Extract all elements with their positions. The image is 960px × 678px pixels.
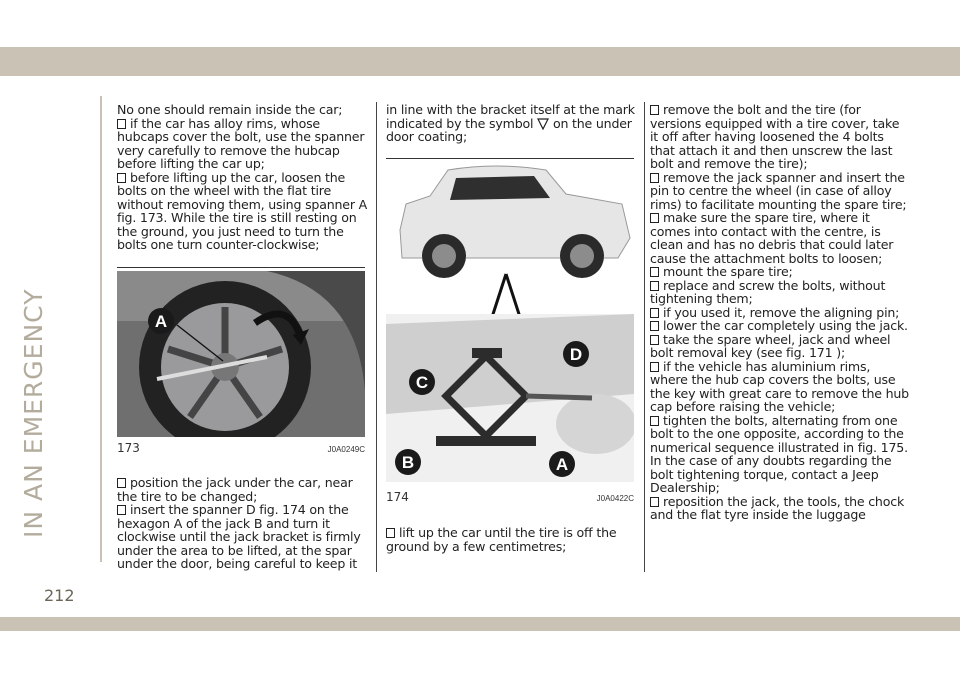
- text-column-3: [650, 103, 910, 522]
- checkbox-bullet-icon: [386, 528, 395, 538]
- checkbox-bullet-icon: [650, 416, 659, 426]
- list-item: reposition the jack, the tools, the chock and the flat tyre inside the luggage: [650, 493, 905, 522]
- callout-label-a: A: [555, 455, 569, 474]
- list-item: if the vehicle has aluminium rims, where the hub cap covers the bolts, use the key with great care to remove the hub cap before raising the vehicle;: [650, 358, 909, 414]
- list-item: position the jack under the car, near the tire to be changed;: [117, 475, 353, 504]
- checkbox-bullet-icon: [650, 497, 659, 507]
- checkbox-bullet-icon: [650, 267, 659, 277]
- checkbox-bullet-icon: [650, 213, 659, 223]
- callout-label-d: D: [569, 345, 583, 364]
- list-item: lower the car completely using the jack.: [650, 319, 910, 333]
- checkbox-bullet-icon: [117, 478, 126, 488]
- section-title: IN AN EMERGENCY: [19, 288, 48, 538]
- column-separator: [644, 102, 645, 572]
- figure-number: 174: [386, 490, 409, 504]
- list-item: if you used it, remove the aligning pin;: [650, 306, 910, 320]
- wheel-spanner-illustration: [117, 271, 365, 437]
- list-item: make sure the spare tire, where it comes into contact with the centre, is clean and has no debris that could later cause the attachment bolts to loosen;: [650, 210, 894, 266]
- text-column-1: [117, 103, 369, 252]
- checkbox-bullet-icon: [117, 173, 126, 183]
- checkbox-bullet-icon: [650, 308, 659, 318]
- list-item: lift up the car until the tire is off the ground by a few centimetres;: [386, 525, 617, 554]
- margin-rule: [100, 96, 102, 562]
- text-column-2: [386, 103, 638, 144]
- bottom-strip: [0, 631, 960, 678]
- callout-label-c: C: [415, 373, 429, 392]
- bottom-color-bar: [0, 617, 960, 631]
- checkbox-bullet-icon: [650, 105, 659, 115]
- list-item: mount the spare tire;: [650, 265, 910, 279]
- figure-174: [386, 158, 634, 504]
- list-item: replace and screw the bolts, without tightening them;: [650, 277, 886, 306]
- list-item: tighten the bolts, alternating from one bolt to the one opposite, according to the numerical sequence illustrated in fig. 175. In the case of any doubts regarding the bolt tightening torque, contact a Jeep Dealership;: [650, 412, 908, 495]
- text-column-2-continued: [386, 526, 638, 553]
- column-separator: [376, 102, 377, 572]
- checkbox-bullet-icon: [117, 119, 126, 129]
- paragraph-continued: in line with the bracket itself at the mark indicated by the symbol on the under door coating;: [386, 102, 635, 144]
- list-item: if the car has alloy rims, whose hubcaps cover the bolt, use the spanner very carefully to remove the hubcap before lifting the car up;: [117, 115, 365, 171]
- page-number: 212: [44, 586, 75, 605]
- list-item: remove the jack spanner and insert the pin to centre the wheel (in case of alloy rims) to facilitate mounting the spare tire;: [650, 169, 907, 212]
- figure-code: J0A0249C: [327, 445, 365, 454]
- figure-rule: [386, 158, 634, 159]
- list-item: before lifting up the car, loosen the bolts on the wheel with the flat tire without removing them, using spanner A fig. 173. While the tire is still resting on the ground, you just need to turn the bolts one turn counter-clockwise;: [117, 169, 368, 252]
- figure-rule: [117, 267, 365, 268]
- list-item: take the spare wheel, jack and wheel bolt removal key (see fig. 171 );: [650, 331, 891, 360]
- checkbox-bullet-icon: [650, 173, 659, 183]
- checkbox-bullet-icon: [117, 505, 126, 515]
- figure-173: [117, 267, 365, 455]
- text-column-1-continued: [117, 476, 369, 571]
- list-item: remove the bolt and the tire (for versions equipped with a tire cover, take it off after having loosened the 4 bolts that attach it and then unscrew the last bolt and remove the tire);: [650, 102, 900, 171]
- list-item: insert the spanner D fig. 174 on the hexagon A of the jack B and turn it clockwise until the jack bracket is firmly under the area to be lifted, at the spar under the door, being careful to keep it: [117, 502, 361, 571]
- checkbox-bullet-icon: [650, 362, 659, 372]
- callout-label-b: B: [401, 453, 415, 472]
- checkbox-bullet-icon: [650, 281, 659, 291]
- checkbox-bullet-icon: [650, 321, 659, 331]
- top-band: [0, 0, 960, 47]
- triangle-mark-icon: [537, 118, 549, 130]
- top-color-bar: [0, 47, 960, 76]
- checkbox-bullet-icon: [650, 335, 659, 345]
- paragraph-intro: No one should remain inside the car;: [117, 102, 343, 117]
- figure-number: 173: [117, 441, 140, 455]
- car-jack-illustration: [386, 164, 634, 482]
- callout-label-a: A: [154, 312, 168, 331]
- figure-code: J0A0422C: [596, 494, 634, 503]
